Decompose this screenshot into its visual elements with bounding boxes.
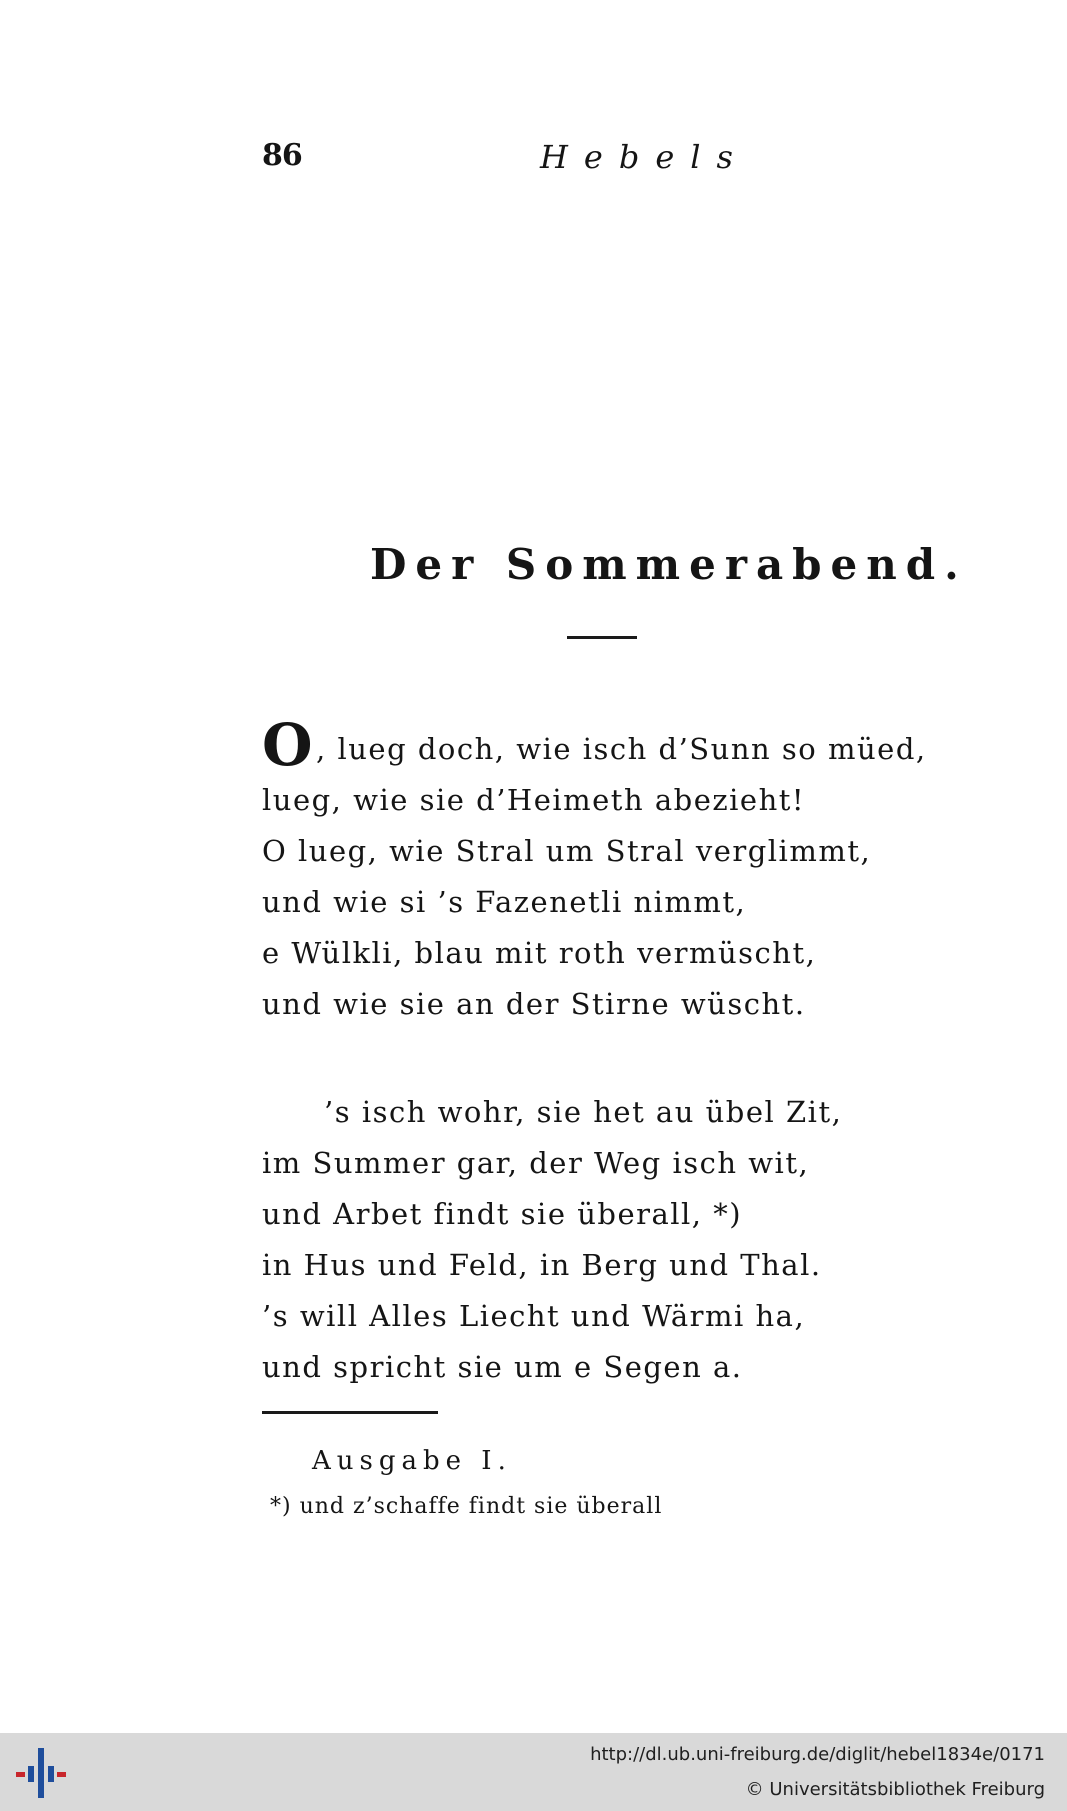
poem-line: e Wülkli, blau mit roth vermüscht, <box>262 936 817 970</box>
stanza-1 <box>262 711 927 1030</box>
poem-line: und Arbet findt sie überall, *) <box>262 1197 743 1231</box>
poem-line: in Hus und Feld, in Berg und Thal. <box>262 1248 822 1282</box>
poem-title: Der Sommerabend. <box>370 540 968 589</box>
poem-line: O lueg, wie Stral um Stral verglimmt, <box>262 834 872 868</box>
drop-cap: O <box>262 711 315 779</box>
copyright-notice: © Universitätsbibliothek Freiburg <box>745 1779 1045 1800</box>
stanza-2 <box>262 1087 842 1393</box>
footer-bar <box>0 1733 1067 1811</box>
poem-line: und wie sie an der Stirne wüscht. <box>262 987 806 1021</box>
poem-line <box>262 711 927 779</box>
poem-line: ’s will Alles Liecht und Wärmi ha, <box>262 1299 806 1333</box>
poem-line: im Summer gar, der Weg isch wit, <box>262 1146 810 1180</box>
source-link[interactable]: http://dl.ub.uni-freiburg.de/diglit/hebel1834e/0171 <box>590 1744 1045 1765</box>
poem-line: und spricht sie um e Segen a. <box>262 1350 743 1384</box>
footnote-rule <box>262 1411 438 1414</box>
library-logo-icon <box>14 1744 68 1802</box>
page-number: 86 <box>262 138 302 173</box>
footnote: *) und z’schaffe findt sie überall <box>270 1494 663 1519</box>
running-head: Hebels <box>540 138 749 176</box>
signature-mark: Ausgabe I. <box>312 1446 512 1476</box>
poem-line-text: , lueg doch, wie isch d’Sunn so müed, <box>316 732 927 766</box>
poem-line: ’s isch wohr, sie het au übel Zit, <box>324 1095 843 1129</box>
poem-line: lueg, wie sie d’Heimeth abezieht! <box>262 783 806 817</box>
poem-line: und wie si ’s Fazenetli nimmt, <box>262 885 747 919</box>
title-rule <box>567 636 637 639</box>
